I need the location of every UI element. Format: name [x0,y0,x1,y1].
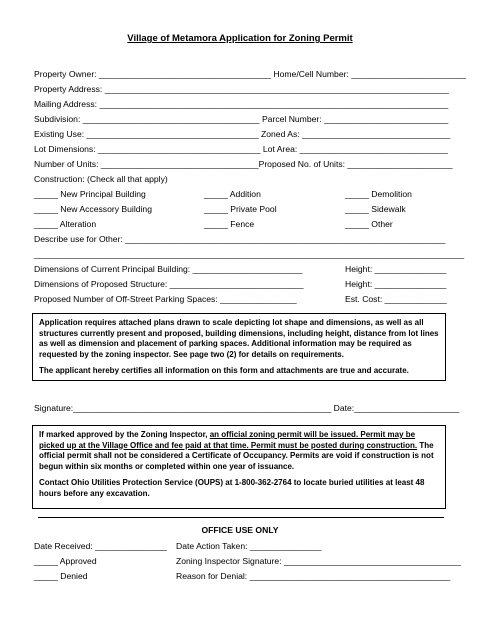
option-fence[interactable]: _____ Fence [204,219,255,229]
describe-other-continuation[interactable]: __________________________________________________________________________________________ [34,249,465,259]
office-use-heading: OFFICE USE ONLY [201,525,279,535]
certification-text: The applicant hereby certifies all information on this form and attachments are true and accurate. [39,366,409,376]
option-demolition[interactable]: _____ Demolition [345,189,412,199]
parking-spaces-line[interactable]: Proposed Number of Off-Street Parking Spaces: ________________ [34,294,297,304]
option-addition[interactable]: _____ Addition [204,189,261,199]
approval-notice-box [32,425,446,509]
proposed-height[interactable]: Height: _______________ [345,279,447,289]
estimated-cost[interactable]: Est. Cost: _____________ [345,294,447,304]
subdivision-line[interactable]: Subdivision: _____________________________________ Parcel Number: __________________________ [34,114,449,124]
property-owner-line[interactable]: Property Owner: ____________________________________ Home/Cell Number: ________________________ [34,69,466,79]
option-sidewalk[interactable]: _____ Sidewalk [345,204,406,214]
mailing-address-line[interactable]: Mailing Address: _________________________________________________________________________ [34,99,449,109]
option-alteration[interactable]: _____ Alteration [34,219,97,229]
approval-text: If marked approved by the Zoning Inspector, an official zoning permit will be issued. Permit may be picked up at the Village Office and fee paid at that time. Permit must be posted during construction. The official permit shall not be considered a Certificate of Occupancy. Permits are void if construction is not begun within six months or completed within one year of issuance. [39,430,434,471]
lot-dimensions-line[interactable]: Lot Dimensions: __________________________________ Lot Area: _______________________________ [34,144,448,154]
option-other[interactable]: _____ Other [345,219,393,229]
construction-label: Construction: (Check all that apply) [34,174,168,184]
current-building-dimensions[interactable]: Dimensions of Current Principal Building: _______________________ [34,264,303,274]
property-address-line[interactable]: Property Address: ________________________________________________________________________ [34,84,449,94]
current-height[interactable]: Height: _______________ [345,264,447,274]
approved-checkbox[interactable]: _____ Approved [34,556,97,566]
reason-for-denial-line[interactable]: Reason for Denial: __________________________________________ [176,571,451,581]
oups-contact-text: Contact Ohio Utilities Protection Service (OUPS) at 1-800-362-2764 to locate buried utilities at least 48 hours before any excavation. [39,478,425,498]
date-action-taken-line[interactable]: Date Action Taken: _______________ [176,541,322,551]
proposed-structure-dimensions[interactable]: Dimensions of Proposed Structure: ____________________________ [34,279,304,289]
option-private-pool[interactable]: _____ Private Pool [204,204,277,214]
signature-line[interactable]: Signature:______________________________________________________ Date:______________________ [34,403,460,413]
existing-use-line[interactable]: Existing Use: ____________________________________ Zoned As: _______________________________ [34,129,451,139]
requirements-notice-box [32,313,446,381]
office-divider [38,517,444,518]
denied-checkbox[interactable]: _____ Denied [34,571,88,581]
option-new-principal-building[interactable]: _____ New Principal Building [34,189,146,199]
date-received-line[interactable]: Date Received: _______________ [34,541,167,551]
requirements-text: Application requires attached plans drawn to scale depicting lot shape and dimensions, as well as all structures currently present and proposed, building dimensions, including height, distance from lot lines as well as dimension and placement of parking spaces. Additional information may be required as requested by the zoning inspector. See page two (2) for details on requirements. [39,318,439,359]
number-of-units-line[interactable]: Number of Units: _________________________________Proposed No. of Units: ______________________ [34,159,453,169]
option-new-accessory-building[interactable]: _____ New Accessory Building [34,204,152,214]
zoning-inspector-signature-line[interactable]: Zoning Inspector Signature: _____________________________________ [176,556,461,566]
describe-other-line[interactable]: Describe use for Other: ___________________________________________________________________ [34,234,446,244]
form-title: Village of Metamora Application for Zoning Permit [127,33,353,44]
